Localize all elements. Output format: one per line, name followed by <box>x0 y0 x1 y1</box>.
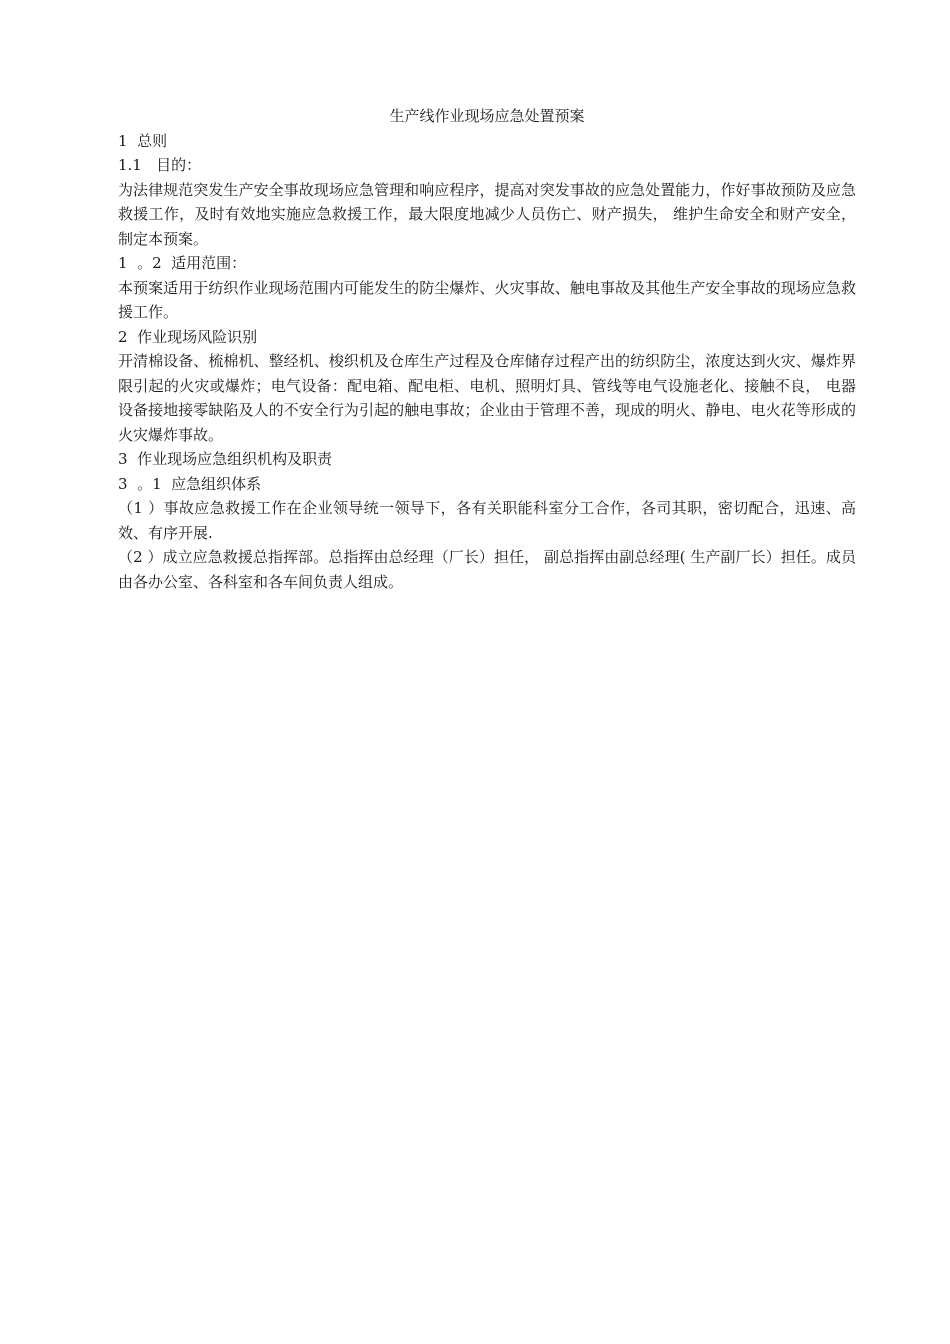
paragraph-item-2: （2 ）成立应急救援总指挥部。总指挥由总经理（厂长）担任， 副总指挥由副总经理( 生产副厂长）担任。成员由各办公室、各科室和各车间负责人组成。 <box>118 548 856 591</box>
document-page <box>118 104 856 594</box>
section-heading-organization: 3 作业现场应急组织机构及职责 <box>118 450 333 468</box>
section-heading-scope: 1 。2 适用范围： <box>118 254 247 272</box>
section-heading-purpose: 1.1 目的： <box>118 156 202 174</box>
document-title: 生产线作业现场应急处置预案 <box>389 107 585 125</box>
paragraph-scope: 本预案适用于纺织作业现场范围内可能发生的防尘爆炸、火灾事故、触电事故及其他生产安全事故的现场应急救援工作。 <box>118 278 856 321</box>
paragraph-item-1: （1 ）事故应急救援工作在企业领导统一领导下，各有关职能科室分工合作，各司其职，密切配合，迅速、高效、有序开展. <box>118 499 856 542</box>
paragraph-purpose: 为法律规范突发生产安全事故现场应急管理和响应程序，提高对突发事故的应急处置能力，作好事故预防及应急救援工作，及时有效地实施应急救援工作，最大限度地减少人员伤亡、财产损失， 维护生命安全和财产安全，制定本预案。 <box>118 180 856 248</box>
paragraph-risk: 开清棉设备、梳棉机、整经机、梭织机及仓库生产过程及仓库储存过程产出的纺织防尘，浓度达到火灾、爆炸界限引起的火灾或爆炸；电气设备：配电箱、配电柜、电机、照明灯具、管线等电气设施老化、接触不良， 电器设备接地接零缺陷及人的不安全行为引起的触电事故；企业由于管理不善，现成的明火、静电、电火花等形成的火灾爆炸事故。 <box>118 352 856 444</box>
section-heading-system: 3 。1 应急组织体系 <box>118 474 262 493</box>
section-heading-risk: 2 作业现场风险识别 <box>118 327 258 346</box>
section-heading-general: 1 总则 <box>118 131 168 150</box>
